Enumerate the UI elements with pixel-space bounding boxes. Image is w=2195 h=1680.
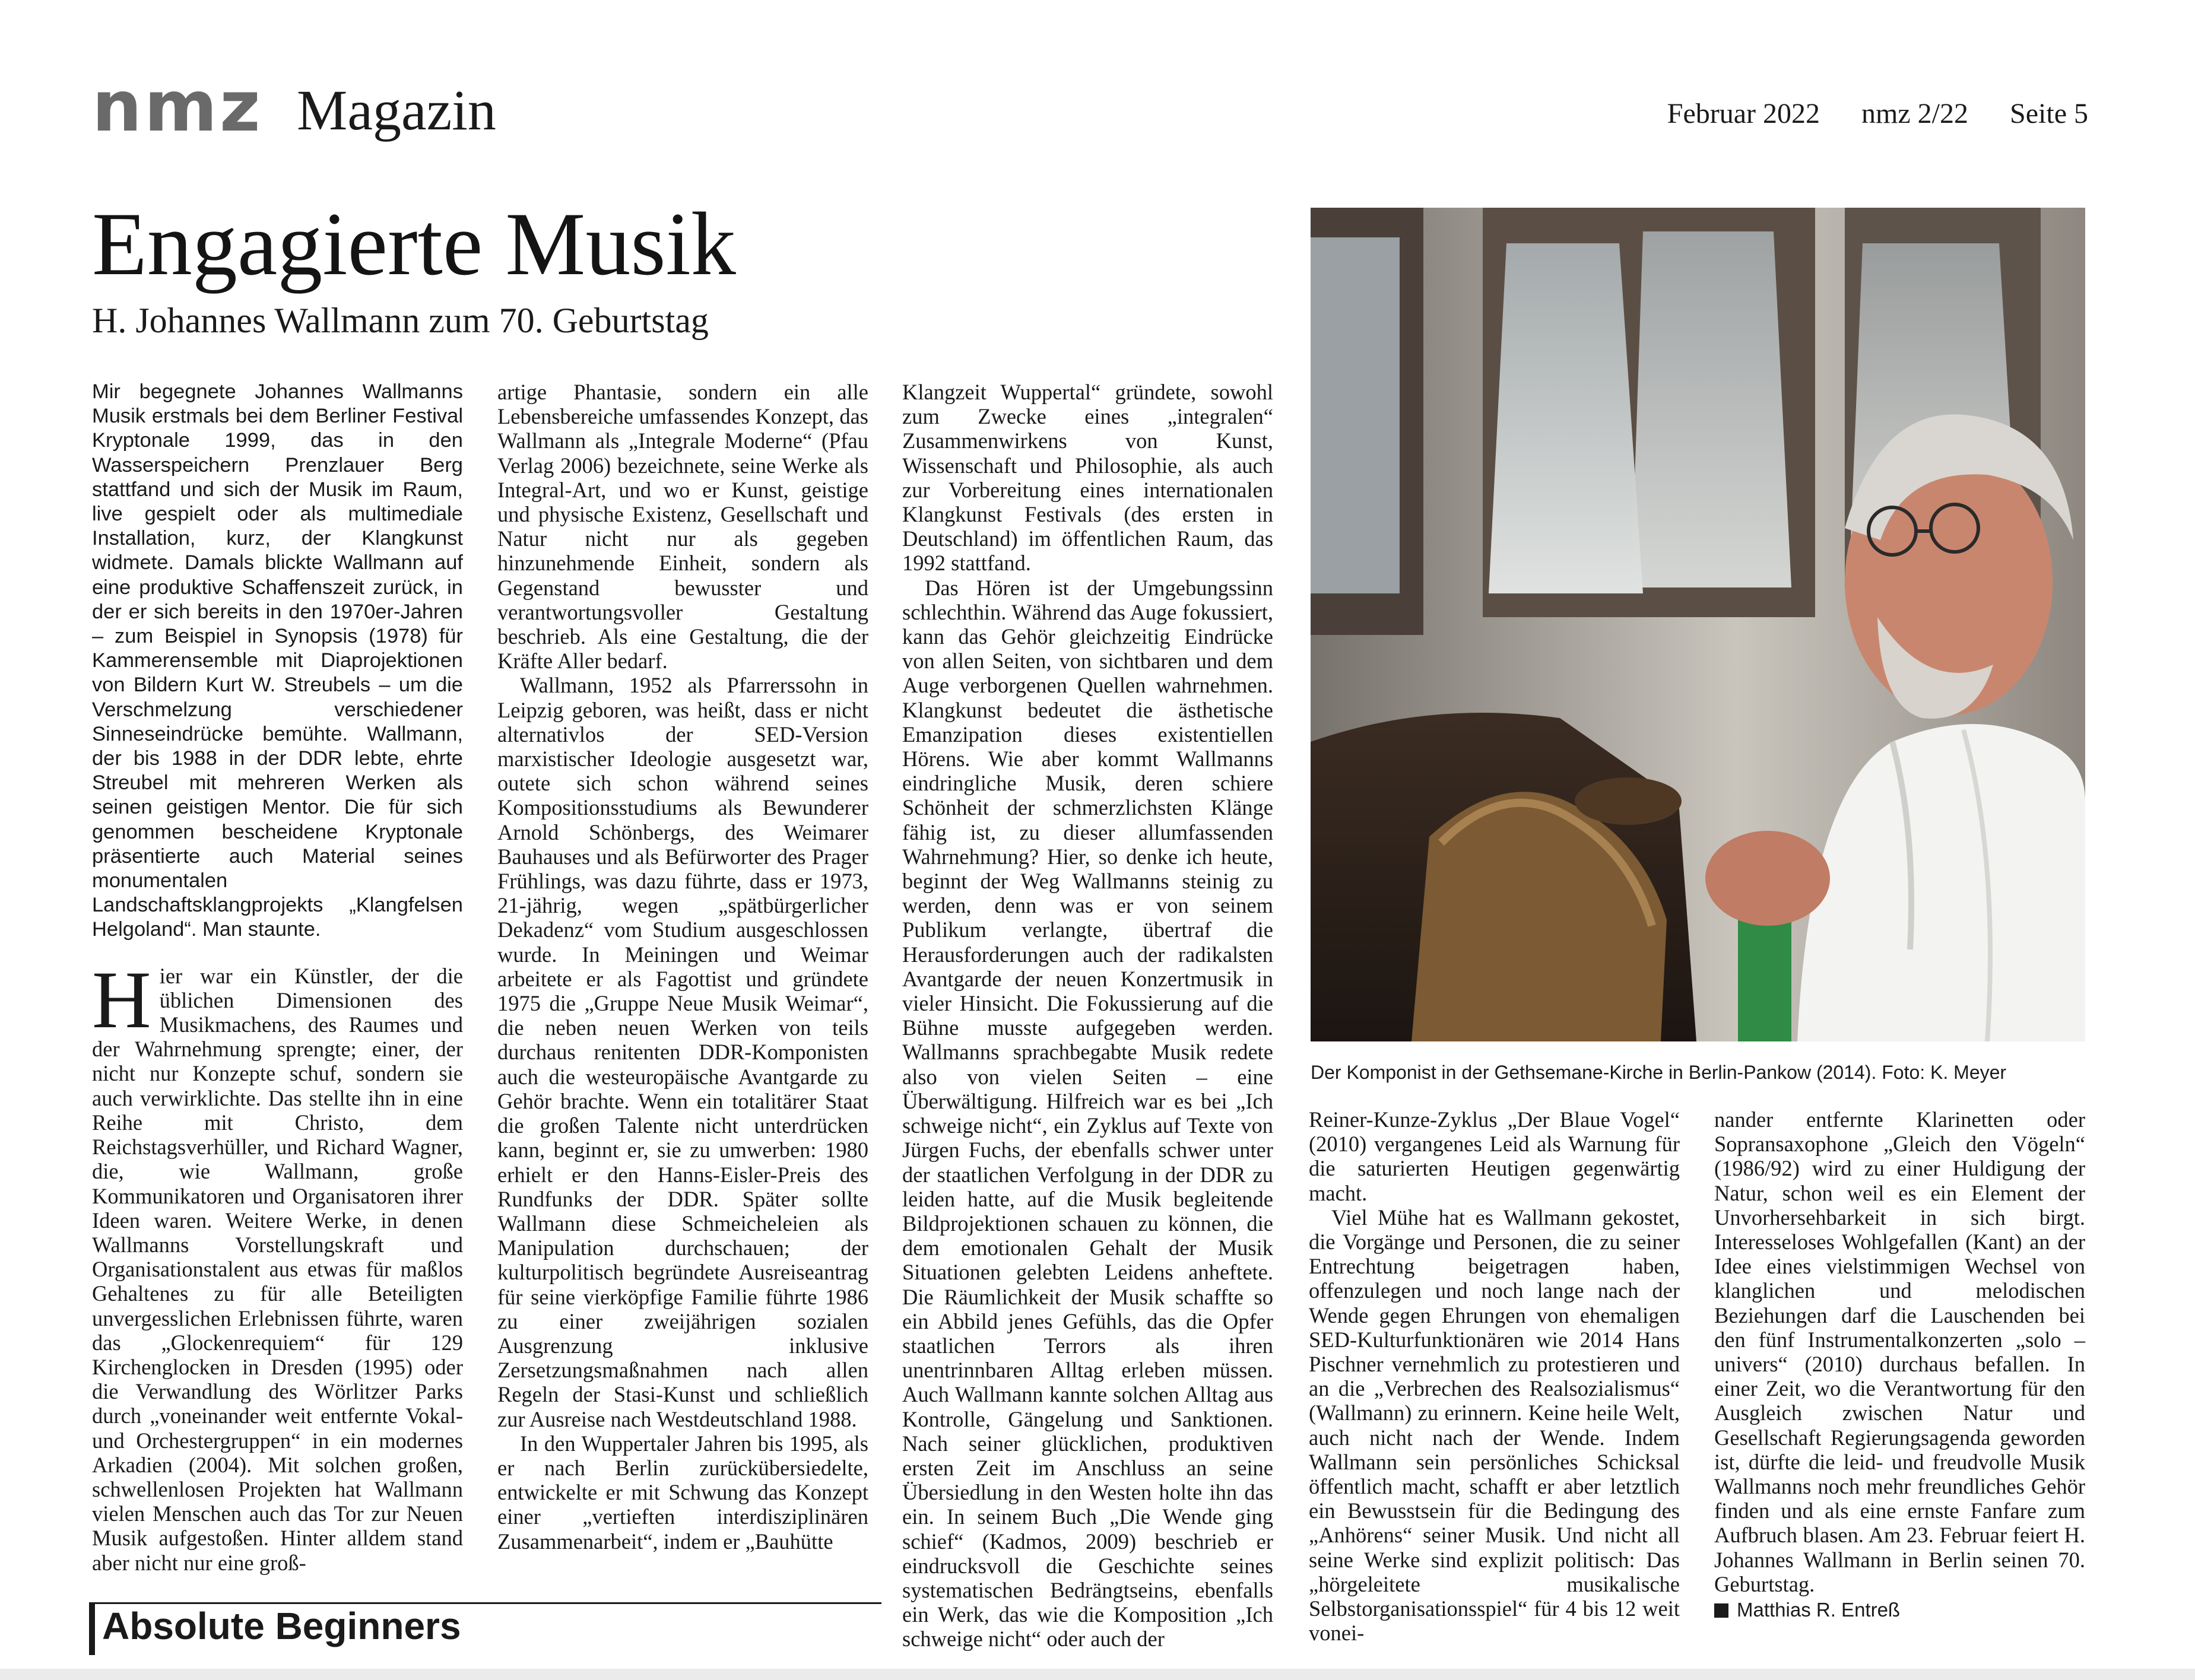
body-paragraph: ier war ein Künstler, der die üblichen Dimensionen des Musikmachens, des Raumes und der Wahrnehmung sprengte; einer, der nicht nur Konzepte schuf, sondern sie auch verwirklichte. Das stellte ihn in eine Reihe mit Christo, dem Reichstagsverhüller, und Richard Wagner, die, wie Wallmann, große Kommunikatoren und Organisatoren ihrer Ideen waren. Weitere Werke, in denen Wallmanns Vorstellungskraft und Organisationstalent aus etwas für maßlos Gehaltenes zu für alle Beteiligten unvergesslichen Erlebnissen führte, waren das „Glockenrequiem“ für 129 Kirchenglocken in Dresden (1995) oder die Verwandlung des Wörlitzer Parks durch „voneinander weit entfernte Vokal- und Orchestergruppen“ in ein modernes Arkadien (2004). Mit solchen großen, schwellenlosen Projekten hat Wallmann vielen Menschen auch das Tor zur Neuen Musik aufgestoßen. Hinter alldem stand aber nicht nur eine groß- (92, 963, 463, 1575)
body-paragraph: Das Hören ist der Umgebungssinn schlechthin. Während das Auge fokussiert, kann das Gehör gleichzeitig Eindrücke von allen Seiten, von sichtbaren und dem Auge verborgenen Quellen wahrnehmen. Klangkunst bedeutet die ästhetische Emanzipation dieses existentiellen Hörens. Wie aber kommt Wallmanns eindringliche Musik, deren schiere Schönheit der schmerzlichsten Klänge fähig ist, zu dieser allumfassenden Wahrnehmung? Hier, so denke ich heute, beginnt der Weg Wallmanns steinig zu werden, denn was er von seinem Publikum verlangte, übertraf die Herausforderungen auch der radikalsten Avantgarde der neuen Konzertmusik in vieler Hinsicht. Die Fokussierung auf die Bühne musste aufgegeben werden. Wallmanns sprachbegabte Musik redete also von vielen Seiten – eine Überwältigung. Hilfreich war es bei „Ich schweige nicht“, ein Zyklus auf Texte von Jürgen Fuchs, der ebenfalls schwer unter der staatlichen Verfolgung in der DDR zu leiden hatte, auf die Musik begleitende Bildprojektionen schauen zu können, die dem emotionalen Gehalt der Musik Situationen gelebten Leidens anheftete. Die Räumlichkeit der Musik schaffte so ein Abbild jenes Gefühls, das die Opfer staatlichen Terrors als ihren unentrinnbaren Alltag erleben müssen. Auch Wallmann kannte solchen Alltag aus Kontrolle, Gängelung und Sanktionen. Nach seiner glücklichen, produktiven ersten Zeit im Anschluss an seine Übersiedlung in den Westen holte ihn das ein. In seinem Buch „Die Wende ging schief“ (Kadmos, 2009) beschrieb er eindrucksvoll die Geschichte seines systematischen Bedrängtseins, ebenfalls ein Werk, das wie die Komposition „Ich schweige nicht“ oder auch der (902, 575, 1273, 1652)
column-5 (1714, 1107, 2085, 1622)
body-paragraph: nander entfernte Klarinetten oder Sopransaxophone „Gleich den Vögeln“ (1986/92) wird zu einer Huldigung der Natur, schon weil es ein Element der Unvorhersehbarkeit in sich birgt. Interesseloses Wohlgefallen (Kant) an der Idee eines vielstimmigen Wechsel von klanglichen und melodischen Beziehungen darf die Lauschenden bei den fünf Instrumentalkonzerten „solo – univers“ (2010) durchaus befallen. In einer Zeit, wo die Verantwortung für den Ausgleich zwischen Natur und Gesellschaft Regierungsagenda geworden ist, dürfte die leid- und freudvolle Musik Wallmanns noch mehr freundliches Gehör finden und als eine ernste Fanfare zum Aufbruch blasen. Am 23. Februar feiert H. Johannes Wallmann in Berlin seinen 70. Geburtstag. (1714, 1107, 2085, 1596)
issue-date: Februar 2022 (1667, 98, 1820, 129)
article-subheadline: H. Johannes Wallmann zum 70. Geburtstag (92, 301, 709, 340)
body-paragraph: Wallmann, 1952 als Pfarrerssohn in Leipzig geboren, was heißt, dass er nicht alternativlos der SED-Version marxistischer Ideologie ausgesetzt war, outete sich schon während seines Kompositionsstudiums als Bewunderer Arnold Schönbergs, des Weimarer Bauhauses und als Befürworter des Prager Frühlings, was dazu führte, dass er 1973, 21-jährig, wegen „spätbürgerlicher Dekadenz“ vom Studium ausgeschlossen wurde. In Meiningen und Weimar arbeitete er als Fagottist und gründete 1975 die „Gruppe Neue Musik Weimar“, die neben neuen Werken von teils durchaus renitenten DDR-Komponisten auch die westeuropäische Avantgarde zu Gehör brachte. Wenn ein totalitärer Staat die großen Talente nicht unterdrücken kann, beginnt er, sie zu umwerben: 1980 erhielt er den Hanns-Eisler-Preis des Rundfunks der DDR. Später sollte Wallmann diese Schmeicheleien als Manipulation durchschauen; der kulturpolitisch begründete Ausreiseantrag für seine vierköpfige Familie führte 1986 zu einer zweijährigen sozialen Ausgrenzung inklusive Zersetzungsmaßnahmen nach allen Regeln der Stasi-Kunst und schließlich zur Ausreise nach Westdeutschland 1988. (497, 673, 868, 1431)
drop-cap: H (92, 954, 151, 1045)
composer-photo (1311, 208, 2085, 1041)
article-headline: Engagierte Musik (92, 194, 736, 294)
body-paragraph: artige Phantasie, sondern ein alle Lebensbereiche umfassendes Konzept, das Wallmann als „Integrale Moderne“ (Pfau Verlag 2006) bezeichnete, seine Werke als Integral-Art, und wo er Kunst, geistige und physische Existenz, Gesellschaft und Natur nicht nur als gegeben hinzunehmende Einheit, sondern als Gegenstand bewusster und verantwortungsvoller Gestaltung beschrieb. Als eine Gestaltung, die der Kräfte Aller bedarf. (497, 380, 868, 674)
body-paragraph: Viel Mühe hat es Wallmann gekostet, die Vorgänge und Personen, die zu seiner Entrechtung beigetragen haben, offenzulegen und noch lange nach der Wende gegen Ehrungen von ehemaligen SED-Kulturfunktionären wie 2014 Hans Pischner vernehmlich zu protestieren und an die „Verbrechen des Realsozialismus“ (Wallmann) zu erinnern. Keine heile Welt, auch nicht nach der Wende. Indem Wallmann sein persönliches Schicksal öffentlich macht, schafft er aber letztlich ein Bewusstsein für die Bedingung des „Anhörens“ seiner Musik. Und nicht all seine Werke sind explizit politisch: Das „hörgeleitete musikalische Selbstorganisationsspiel“ für 4 bis 12 weit vonei- (1309, 1205, 1680, 1646)
issue-meta (1667, 100, 2088, 128)
body-paragraph: Klangzeit Wuppertal“ gründete, sowohl zum Zwecke eines „integralen“ Zusammenwirkens von Kunst, Wissenschaft und Philosophie, als auch zur Vorbereitung eines internationalen Klangkunst Festivals (des ersten in Deutschland) im öffentlichen Raum, das 1992 stattfand. (902, 380, 1273, 576)
author-name: Matthias R. Entreß (1737, 1599, 1901, 1621)
end-mark-icon (1714, 1603, 1728, 1618)
body-paragraph: In den Wuppertaler Jahren bis 1995, als er nach Berlin zurückübersiedelte, entwickelte er mit Schwung das Konzept einer „vertieften interdisziplinären Zusammenarbeit“, indem er „Bauhütte (497, 1431, 868, 1554)
column-3 (902, 380, 1273, 1652)
column-4 (1309, 1107, 1680, 1645)
column-2 (497, 380, 868, 1554)
article-lead (92, 380, 463, 942)
next-article-title: Absolute Beginners (102, 1605, 461, 1647)
composer-photo-illustration (1311, 208, 2085, 1041)
section-name: Magazin (297, 78, 496, 142)
body-paragraph: Reiner-Kunze-Zyklus „Der Blaue Vogel“ (2010) vergangenes Leid als Warnung für die saturierten Heutigen gegenwärtig macht. (1309, 1107, 1680, 1205)
lead-paragraph: Mir begegnete Johannes Wallmanns Musik erstmals bei dem Berliner Festival Kryptonale 1999, das in den Wasserspeichern Prenzlauer Berg stattfand und sich der Musik im Raum, live gespielt oder als multimediale Installation, kurz, der Klangkunst widmete. Damals blickte Wallmann auf eine produktive Schaffenszeit zurück, in der er sich bereits in den 1970er-Jahren – zum Beispiel in Synopsis (1978) für Kammerensemble mit Diaprojektionen von Bildern Kurt W. Streubels – um die Verschmelzung verschiedener Sinneseindrücke bemühte. Wallmann, der bis 1988 in der DDR lebte, ehrte Streubel mit mehreren Werken als seinen geistigen Mentor. Die für sich genommen bescheidene Kryptonale präsentierte auch Material seines monumentalen Landschaftsklangprojekts „Klangfelsen Helgoland“. Man staunte. (92, 380, 463, 941)
author-byline (1714, 1598, 2085, 1622)
scan-edge (0, 1669, 2195, 1680)
issue-number: nmz 2/22 (1861, 98, 1969, 129)
photo-caption: Der Komponist in der Gethsemane-Kirche in Berlin-Pankow (2014). Foto: K. Meyer (1311, 1062, 2007, 1083)
column-1-body (92, 954, 463, 1575)
page-number: Seite 5 (2010, 98, 2088, 129)
column-1 (92, 380, 463, 1575)
masthead-logo: nmz (92, 65, 263, 147)
